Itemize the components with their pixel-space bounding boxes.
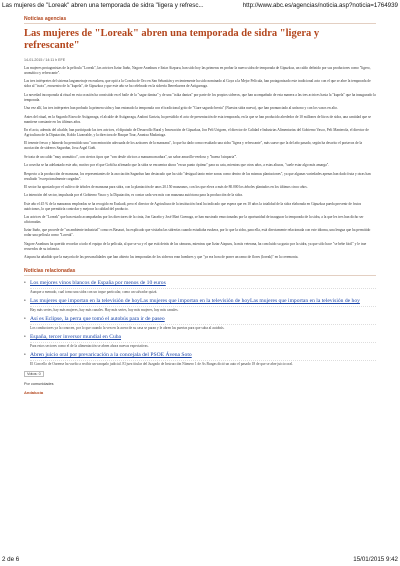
related-news-link[interactable]: Abren juicio oral por prevaricación a la concejala del PSOE Ávena Soto — [30, 351, 192, 358]
related-news-item — [24, 298, 376, 313]
article-paragraph: La cosecha se ha adelantado este año, motivo por el que Goñi ha afirmado que la sidra se encuentra ahora "en un punto óptimo" para su cata, mientras que otros años, a estas alturas, "suele estar algo más amarga". — [24, 163, 330, 168]
print-header — [0, 0, 400, 12]
article-paragraph: Una vez allí, las tres intérpretes han probado la primera sidra y han entonado la temporada con el tradicional grito de "Gure sagardo berria" (Nuestra sidra nueva), que han pronunciado al unísono y con los vasos en alto. — [24, 106, 338, 111]
print-timestamp: 15/01/2015 9:42 — [353, 556, 398, 563]
article-paragraph: Este año el 45 % de la manzanas empleadas se ha recogido en Euskadi, pero el director de Agricultura de la institución foral ha indicado que espera que en 10 años la totalidad de la sidra elaborada en Gipuzkoa pueda provenir de frutos autóctonos, lo que permitiría controlar y mejorar la calidad del producto. — [24, 201, 362, 211]
bullet-icon: • — [24, 334, 26, 340]
section-label[interactable]: Noticias agencias — [24, 16, 376, 24]
bullet-icon: • — [24, 317, 26, 323]
related-news-snippet: El Concello de Ourense ha vuelto a recibir un varapalo judicial. El juez titular del Juzgado de Instrucción Número 1 de As Burgas dictó un auto el pasado 18 de que se abre juicio oral. — [30, 360, 376, 367]
related-news-item — [24, 352, 376, 367]
related-news-link[interactable]: Las mujeres que importan en la televisión de hoyLas mujeres que importan en la televisión de hoyLas mujeres que importan en la televisión de hoy — [30, 298, 360, 305]
article-paragraph: Las mujeres protagonistas de la película "Loreak", las actrices Itziar Ituño, Nagore Aranburu e Itziar Aizpuru, han sido hoy las primeras en probar la nueva sidra de temporada de Gipuzkoa, un caldo definido por sus productores como "ligero, aromático y refrescante". — [24, 66, 371, 75]
article-paragraph: El tenente fresco y húmedo ha permitido una "concentración adecuada de los azúcares de la manzana", lo que ha dado como resultado una sidra "ligera y refrescante", más suave que la del año pasado, según ha descrito el portavoz de la asociación de sidreros Sagardun, Josu Argal Goñi. — [24, 141, 363, 151]
related-news-snippet: Aunque a menudo, cual tomo una sidra con un toque particular, como un salvador quizá. — [30, 288, 376, 295]
related-news-item — [24, 280, 376, 295]
related-news-snippet: Para estos sectores como el de la alimentación se abren ahora nuevas expectativas. — [30, 342, 376, 349]
page-counter: 2 de 6 — [2, 556, 20, 563]
article-paragraph: La intención del sector, impulsada por el Gobierno Vasco y la Diputación, es contar cada vez más con manzana autóctona para la producción de la sidra. — [24, 193, 243, 198]
print-page-url: http://www.abc.es/agencias/noticia.asp?noticia=1764939 — [242, 2, 398, 9]
article-paragraph: Respecto a la producción de manzana, los representantes de la asociación Sagardun han destacado que ha sido "desigual tanto entre zonas como dentro de las mismas plantaciones", ya que algunas variedades apenas han dado fruta y otras han resultado "excepcionalmente cargadas". — [24, 171, 371, 181]
article-paragraph: Itziar Ituño, que procede de "un ambiente industrial" como es Basauri, ha explicado que visitaba las sidrerías cuando estudiaba euskera, por lo que la sidra, para ella, está directamente relacionada con este idioma, una lengua que ha permitido rodar una película como "Loreak". — [24, 228, 371, 238]
bullet-icon: • — [24, 299, 26, 305]
article-paragraph: La novedad incorporada al ritual en esta ocasión ha consistido en el baile de la "sagar dantza" y de una "txika dantza" por parte de los propios sidreros, que han acompañado de esta manera a las tres actrices hasta la "kupela" que ha inaugurado la temporada. — [24, 92, 376, 102]
article-body — [24, 66, 376, 260]
article-paragraph: Antes del ritual, en la Sagardo Etxea de Astigarraga, el alcalde de Astigarraga, Andoni Gartzia, ha presidido el acto de presentación de esta temporada, en la que se han producido alrededor de 10 millones de litros de sidra, una cantidad que se mantiene constante en los últimos años. — [24, 114, 371, 124]
article-paragraph: Nagore Aranburu ha querido recordar a todo el equipo de la película, al que se va y el que está detrás de las cámaras, mientras que Itziar Aizpuru, la más veterana, ha concluido su gusto por la sidra, ya que sólo hace "se bebe fácil" y le trae recuerdos de su infancia. — [24, 241, 367, 251]
related-news-snippet: Los conductores ya la conocen, por lo que cuando la ven en la acera de su casa se paran y le abren las puertas para que suba al autobús. — [30, 324, 376, 331]
votes-badge[interactable]: Votos: 0 — [24, 371, 44, 377]
article-footer — [24, 371, 376, 395]
region-link[interactable]: Andalucía — [24, 389, 44, 395]
article-paragraph: En el acto, además del alcalde, han participado las tres actrices, el diputado de Desarrollo Rural y Innovación de Gipuzkoa, Jon Peli Urigoen, el director de Calidad e Industrias Alimentarias del Gobierno Vasco, Peli Manterola, el director de Agricultura de la Diputación, Koldo Lizarralde, y la directora de Basque Tour, Arantxa Madariaga. — [24, 127, 369, 137]
article-paragraph: Las actrices de "Loreak" que han estado acompañadas por los directores de la cinta, Jon Garaño y José Mari Goenaga, se han mostrado emocionadas por la oportunidad de inaugurar la temporada de la sidra, a la que les tres han dicho ser aficionadas. — [24, 215, 364, 225]
print-footer — [0, 554, 400, 566]
related-news-snippet: Hay más series, hay más mujeres, hay más canales. Hay más series, hay más mujeres, hay más canales. — [30, 306, 376, 313]
print-page-title: Las mujeres de "Loreak" abren una temporada de sidra "ligera y refresc... — [2, 2, 204, 9]
comments-label: Por comunidades — [24, 381, 54, 386]
related-news-link[interactable]: Los mejores vinos blancos de España por menos de 10 euros — [30, 280, 166, 287]
article-dateline: 14-01-2015 / 14:11 h EFE — [24, 58, 66, 62]
related-news-item — [24, 334, 376, 349]
bullet-icon: • — [24, 352, 26, 358]
related-news-item — [24, 316, 376, 331]
article-headline: Las mujeres de "Loreak" abren una temporada de sidra "ligera y refrescante" — [24, 28, 320, 51]
related-news-link[interactable]: Así es Eclipse, la perra que tomó el autobús para ir de paseo — [30, 316, 165, 323]
article-paragraph: El sector ha apostado por el cultivo de árboles de manzana para sidra, con la plantación de unos 20.150 manzanos, con los que eleva a más de 80.000 los árboles plantados en los últimos cinco años. — [24, 184, 308, 189]
article-page — [24, 16, 376, 546]
related-news-heading: Noticias relacionadas — [24, 268, 376, 276]
bullet-icon: • — [24, 281, 26, 287]
article-paragraph: Las tres intérpretes del sistema largometraje en euskera, que optó a la Concha de Oro en San Sebastián y recientemente ha sido nominado al Goya a la Mejor Película, han protagonizado este tradicional acto con el que se abre la temporada de sidra al "txotx", encuentro de la "kupela", de Gipuzkoa y que este año se ha celebrado en la sidrería Iberrekarrea de Astigarraga. — [24, 79, 371, 89]
related-news-list — [24, 280, 376, 367]
article-paragraph: Aizpuru ha añadido que la mayoría de las personalidades que han abierto las temporadas de los sidreros eran hombres y que "ya era hora de poner un ramo de flores (loreak)" en la ceremonia. — [24, 255, 299, 260]
related-news-link[interactable]: España, tercer inversor mundial en Cuba — [30, 333, 122, 340]
article-paragraph: Se trata de un caldo "muy aromático", con ciertos tipos que "van desde cítricos a manzana madura", un sabor amarillo-verdoso y "buena 'txinparta'". — [24, 154, 238, 159]
